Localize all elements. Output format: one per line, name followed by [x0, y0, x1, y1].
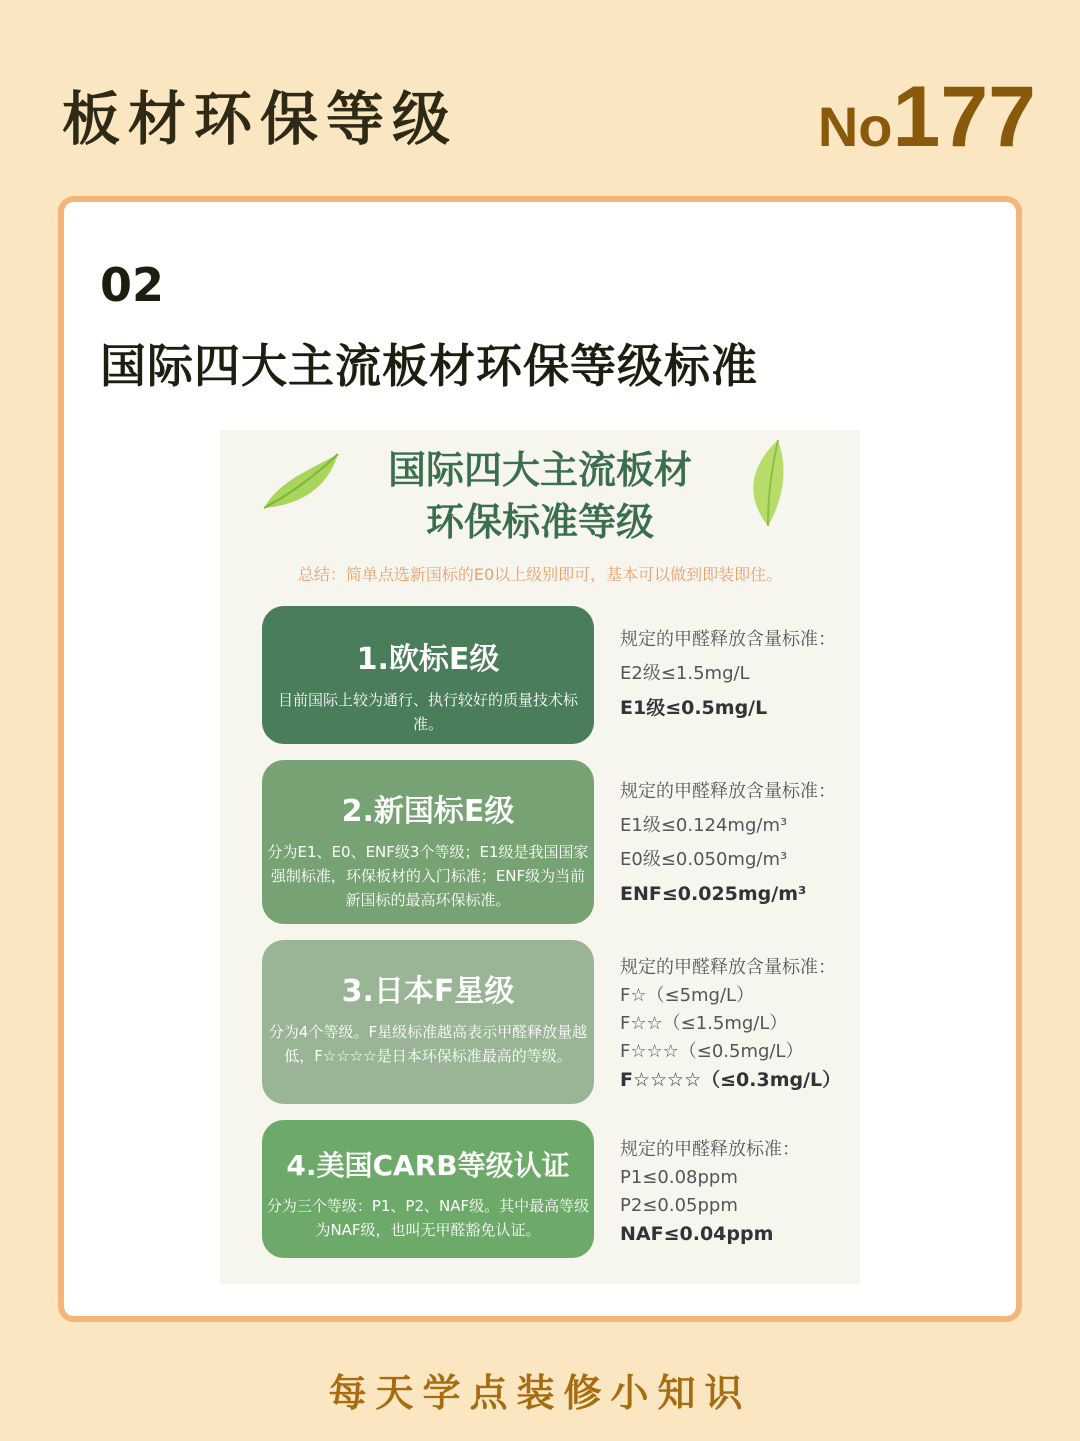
- grade-description: 分为4个等级。F星级标准越高表示甲醛释放量越低，F☆☆☆☆是日本环保标准最高的等级。: [268, 1023, 588, 1065]
- standard-heading: 规定的甲醛释放含量标准：: [620, 781, 836, 802]
- grade-card-jp: [262, 940, 594, 1104]
- grade-description: 分为E1、E0、ENF级3个等级；E1级是我国国家强制标准，环保板材的入门标准；ENF级为当前新国标的最高环保标准。: [267, 843, 589, 909]
- standard-item: E1级≤0.124mg/m³: [620, 815, 788, 836]
- standard-item: F☆☆☆☆（≤0.3mg/L）: [620, 1069, 842, 1091]
- section-number: 02: [100, 258, 165, 312]
- grade-name: 2.新国标E级: [341, 794, 515, 829]
- footer-slogan: 每天学点装修小知识: [328, 1371, 752, 1415]
- grade-description: 分为三个等级：P1、P2、NAF级。其中最高等级为NAF级，也叫无甲醛豁免认证。: [266, 1197, 590, 1239]
- infographic: [220, 430, 860, 1284]
- grade-name: 1.欧标E级: [356, 642, 500, 677]
- grade-name: 3.日本F星级: [341, 974, 515, 1009]
- standard-list-us: [620, 1136, 800, 1248]
- summary-text: 总结：简单点选新国标的E0以上级别即可，基本可以做到即装即住。: [297, 565, 783, 584]
- standard-list-eu: [620, 626, 836, 722]
- standard-item: ENF≤0.025mg/m³: [620, 883, 807, 905]
- page-title: 板材环保等级: [62, 85, 459, 153]
- issue-digits: 177: [892, 69, 1036, 165]
- grade-card-cn: [262, 760, 594, 924]
- standard-item: E1级≤0.5mg/L: [620, 697, 768, 719]
- standard-item: F☆☆（≤1.5mg/L）: [620, 1013, 788, 1034]
- standard-heading: 规定的甲醛释放含量标准：: [620, 957, 836, 978]
- section-title: 国际四大主流板材环保等级标准: [100, 339, 758, 393]
- infographic-title: [220, 444, 860, 548]
- standard-item: P2≤0.05ppm: [620, 1195, 738, 1216]
- grade-card-us: [262, 1120, 594, 1258]
- standard-item: F☆☆☆（≤0.5mg/L）: [620, 1041, 804, 1062]
- standard-heading: 规定的甲醛释放标准：: [620, 1139, 800, 1160]
- grade-name: 4.美国CARB等级认证: [286, 1149, 570, 1182]
- grade-description: 目前国际上较为通行、执行较好的质量技术标准。: [277, 691, 578, 733]
- standard-list-jp: [620, 954, 841, 1094]
- standard-item: F☆（≤5mg/L）: [620, 985, 755, 1006]
- infographic-title-line1: 国际四大主流板材: [387, 448, 692, 492]
- issue-number: [818, 68, 1036, 167]
- grade-card-eu: [262, 606, 594, 744]
- standard-item: P1≤0.08ppm: [620, 1167, 738, 1188]
- standard-item: E0级≤0.050mg/m³: [620, 849, 788, 870]
- infographic-title-line2: 环保标准等级: [425, 500, 654, 544]
- standard-heading: 规定的甲醛释放含量标准：: [620, 629, 836, 650]
- issue-prefix: No: [817, 95, 893, 158]
- standard-item: E2级≤1.5mg/L: [620, 663, 750, 684]
- standard-list-cn: [620, 778, 836, 908]
- content-card: [58, 196, 1022, 1322]
- standard-item: NAF≤0.04ppm: [620, 1223, 774, 1245]
